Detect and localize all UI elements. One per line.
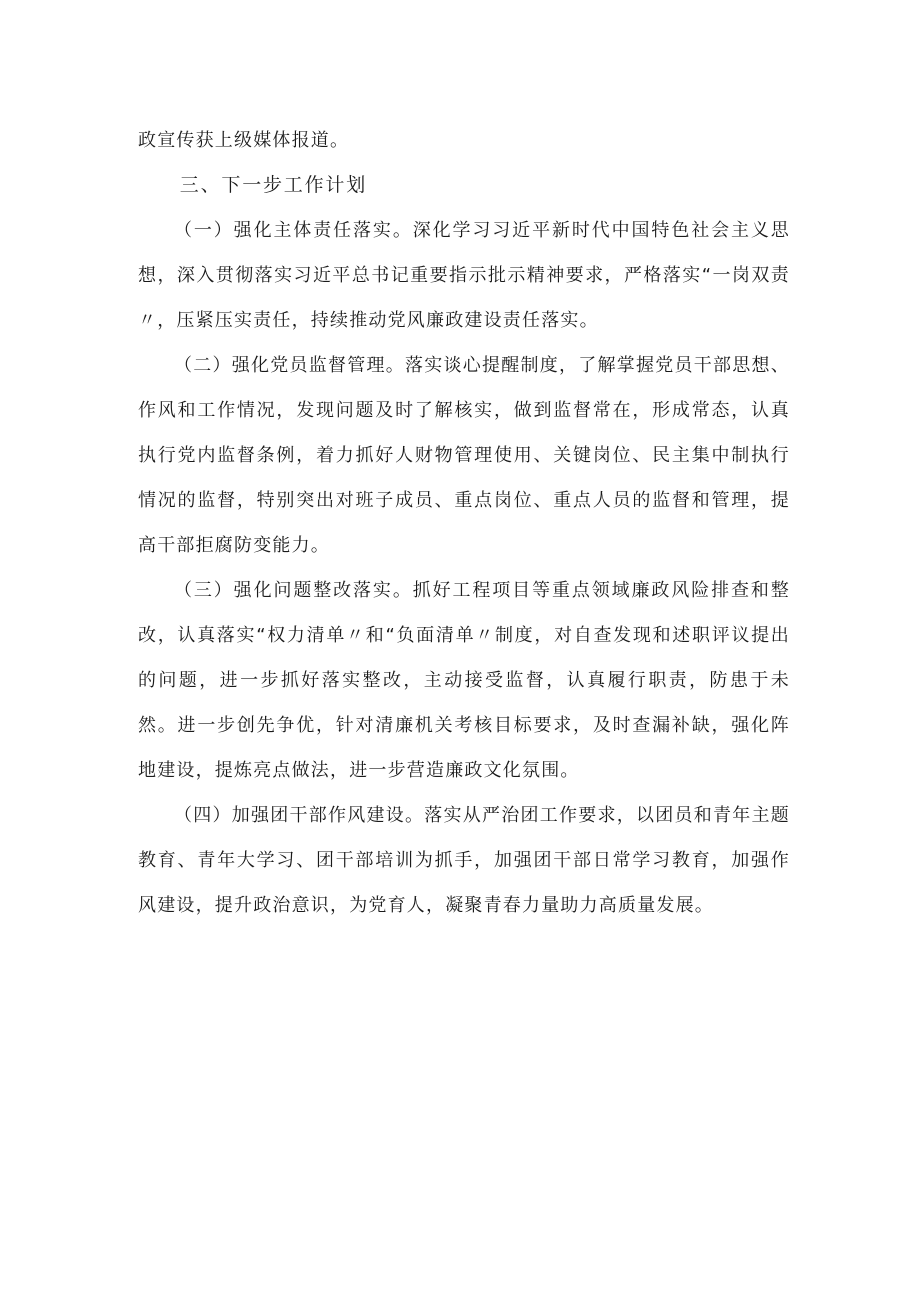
document-body <box>138 118 790 928</box>
paragraph-2: （二）强化党员监督管理。落实谈心提醒制度，了解掌握党员干部思想、作风和工作情况，发现问题及时了解核实，做到监督常在，形成常态，认真执行党内监督条例，着力抓好人财物管理使用、关键岗位、民主集中制执行情况的监督，特别突出对班子成员、重点岗位、重点人员的监督和管理，提高干部拒腐防变能力。 <box>138 355 790 556</box>
continuation-paragraph: 政宣传获上级媒体报道。 <box>138 130 350 151</box>
section-heading: 三、下一步工作计划 <box>179 174 367 196</box>
paragraph-3: （三）强化问题整改落实。抓好工程项目等重点领域廉政风险排查和整改，认真落实“权力清单〃和“负面清单〃制度，对自查发现和述职评议提出的问题，进一步抓好落实整改，主动接受监督，认真履行职责，防患于未然。进一步创先争优，针对清廉机关考核目标要求，及时查漏补缺，强化阵地建设，提炼亮点做法，进一步营造廉政文化氛围。 <box>138 580 790 781</box>
paragraph-1: （一）强化主体责任落实。深化学习习近平新时代中国特色社会主义思想，深入贯彻落实习近平总书记重要指示批示精神要求，严格落实“一岗双责〃，压紧压实责任，持续推动党风廉政建设责任落实。 <box>138 220 790 331</box>
paragraph-4: （四）加强团干部作风建设。落实从严治团工作要求，以团员和青年主题教育、青年大学习、团干部培训为抓手，加强团干部日常学习教育，加强作风建设，提升政治意识，为党育人，凝聚青春力量助力高质量发展。 <box>138 805 790 916</box>
